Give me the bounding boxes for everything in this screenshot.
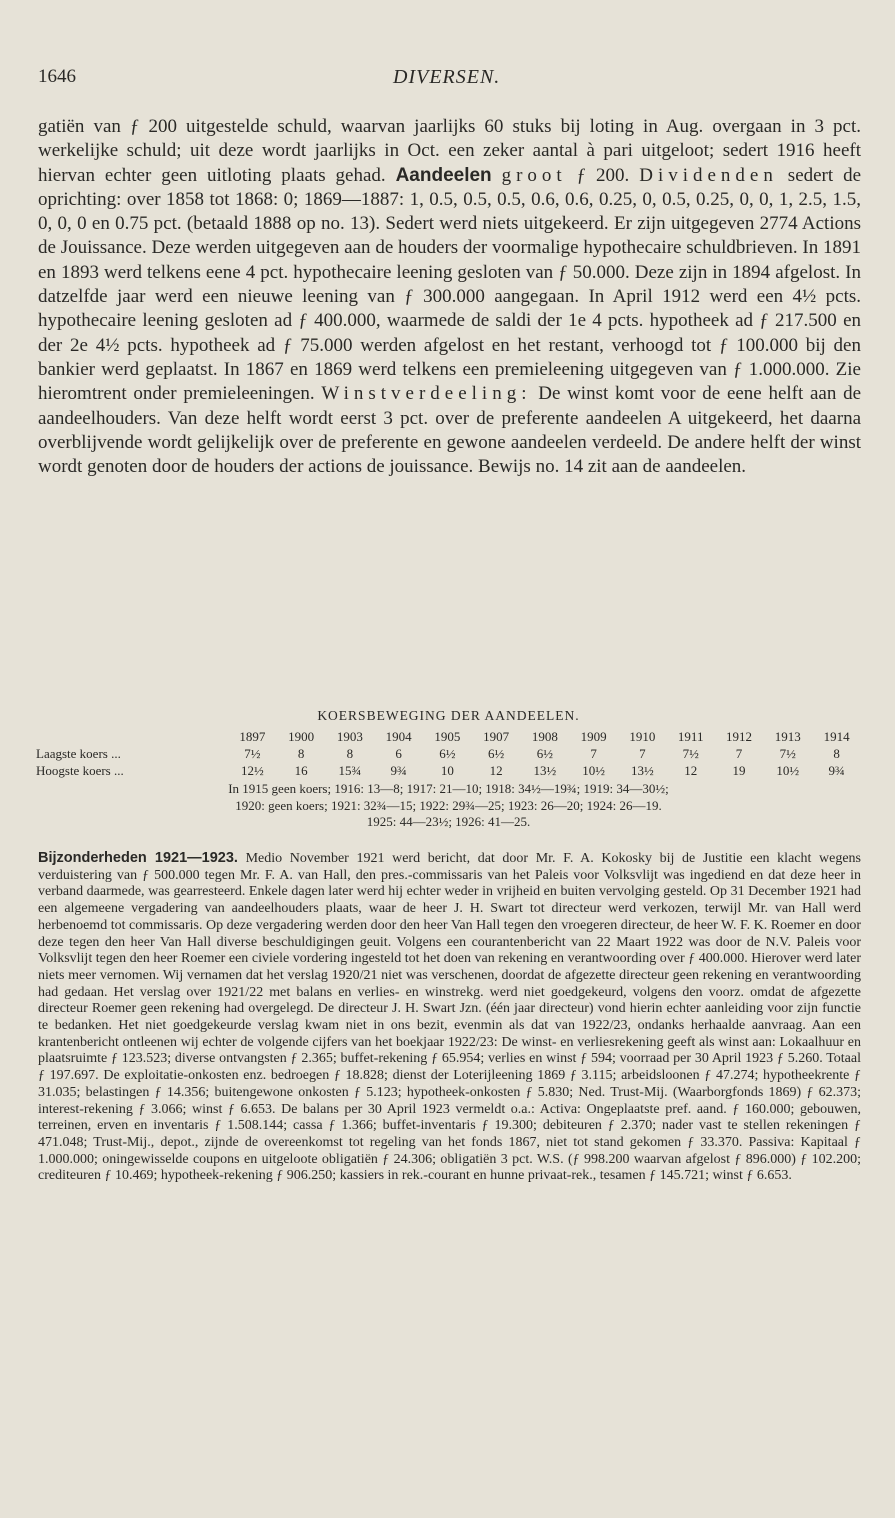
running-head <box>38 66 859 96</box>
running-title: DIVERSEN. <box>393 66 501 88</box>
koers-note-line: 1920: geen koers; 1921: 32¾—15; 1922: 29¾—25; 1923: 26—20; 1924: 26—19. <box>235 797 662 813</box>
koers-notes <box>36 781 861 831</box>
koers-cell: 7½ <box>779 745 796 761</box>
year-cell: 1905 <box>434 728 461 744</box>
koers-note-line: 1925: 44—23½; 1926: 41—25. <box>366 814 531 829</box>
koers-cell: 12 <box>489 762 503 778</box>
koers-cell: 8 <box>297 745 305 761</box>
koers-cell: 9¾ <box>828 762 845 778</box>
bijzonderheden-text: Medio November 1921 werd bericht, dat door Mr. F. A. Kokosky bij de Justitie een klacht wegens verduistering van ƒ 500.000 tegen Mr. F. A. van Hall, den pres.-commissaris van het Paleis voor Volksvlijt was ingediend en dat deze heer in verband daarmede, was gearresteerd. Enkele dagen later werd hij echter weder in vrijheid en buiten vervolging gesteld. Op 31 December 1921 had een algemeene vergadering van aandeelhouders plaats, waar de heer J. H. Swart tot directeur werd verkozen, terwijl Mr. van Hall werd herbenoemd tot commissaris. Op deze vergadering werden door den heer Van Hall tegen den vroegeren directeur, de heer W. F. K. Roemer en door deze tegen den heer Van Hall diverse beschuldigingen geuit. Volgens een courantenbericht van 22 Maart 1922 was door de N.V. Paleis voor Volksvlijt tegen den heer Roemer een civiele vordering ingesteld tot het doen van rekening en verantwoording over ƒ 400.000. Hierover werd later niets meer vernomen. Wij vernamen dat het verslag 1920/21 niet was verschenen, doordat de afgezette directeur geen rekening en verantwoording had gedaan. Het verslag over 1921/22 met balans en verlies- en winstrekg. werd niet goedgekeurd, volgens den voorz. omdat de afgezette directeur Roemer geen rekening had overgelegd. De directeur J. H. Swart Jzn. (één jaar directeur) vond hierin echter aanleiding voor zijn functie te bedanken. Het niet goedgekeurde verslag kwam niet in ons bezit, evenmin als dat van 1922/23, ondanks herhaalde aanvraag. Aan een krantenbericht ontleenen wij echter de volgende cijfers van het boekjaar 1922/23: De winst- en verliesrekening geeft als winst aan: Lokaalhuur en plaatsruimte ƒ 123.523; diverse ontvangsten ƒ 2.365; buffet-rekening ƒ 65.954; verlies en winst ƒ 594; voorraad per 30 April 1923 ƒ 5.260. Totaal ƒ 197.697. De exploitatie-onkosten enz. bedroegen ƒ 18.828; dienst der Loterijleening 1869 ƒ 3.115; arbeidsloonen ƒ 47.274; hypotheekrente ƒ 31.035; belastingen ƒ 14.356; buitengewone onkosten ƒ 5.123; hypotheek-onkosten ƒ 5.830; Ned. Trust-Mij. (Waarborgfonds 1869) ƒ 62.373; interest-rekening ƒ 3.066; winst ƒ 6.653. De balans per 30 April 1923 vermeldt o.a.: Activa: Ongeplaatste pref. aand. ƒ 160.000; gebouwen, terreinen, erven en inventaris ƒ 1.508.144; cassa ƒ 1.366; buffet-inventaris ƒ 19.300; debiteuren ƒ 2.370; nader vast te stellen rekeningen ƒ 471.048; Trust-Mij., depot., zijnde de overeenkomst tot regeling van het fonds 1867, niet tot stand gekomen ƒ 33.370. Passiva: Kapitaal ƒ 1.000.000; oningewisselde coupons en uitgeloote obligatiën ƒ 24.306; obligatiën 3 pct. W.S. (ƒ 998.200 waarvan afgelost ƒ 896.000) ƒ 102.200; crediteuren ƒ 10.469; hypotheek-rekening ƒ 906.250; kassiers in rek.-courant en hunne privaat-rek., tesamen ƒ 145.721; winst ƒ 6.653. <box>38 851 861 1184</box>
year-cell: 1913 <box>774 728 801 744</box>
koers-cell: 7½ <box>244 745 261 761</box>
koers-table-block <box>36 708 861 831</box>
winstverdeeling-label: Winstverdeeling: <box>321 383 532 405</box>
koers-cell: 10½ <box>582 762 605 778</box>
koers-cell: 12 <box>684 762 698 778</box>
page-number: 1646 <box>38 66 76 87</box>
year-cell: 1907 <box>483 728 510 744</box>
koers-table <box>36 728 861 779</box>
koers-cell: 6 <box>395 745 402 761</box>
koers-cell: 13½ <box>631 762 654 778</box>
year-cell: 1912 <box>726 728 752 744</box>
koers-note-line: In 1915 geen koers; 1916: 13—8; 1917: 21—10; 1918: 34½—19¾; 1919: 34—30½; <box>228 781 669 796</box>
koers-cell: 10 <box>440 762 454 778</box>
koers-cell: 6½ <box>536 745 553 761</box>
intro-paragraph <box>38 115 861 479</box>
koers-cell: 6½ <box>488 745 505 761</box>
year-cell: 1908 <box>531 728 558 744</box>
year-cell: 1914 <box>823 728 850 744</box>
main-body <box>38 115 861 479</box>
koers-corner-cell <box>36 728 228 745</box>
row-label: Laagste koers ... <box>36 745 121 761</box>
year-cell: 1909 <box>580 728 607 744</box>
koers-cell: 16 <box>294 762 308 778</box>
year-cell: 1904 <box>385 728 412 744</box>
row-label: Hoogste koers ... <box>36 762 124 778</box>
aandeelen-label: Aandeelen <box>395 164 492 186</box>
koers-cell: 7 <box>735 745 743 761</box>
koers-cell: 7 <box>639 745 646 761</box>
koers-cell: 6½ <box>439 745 456 761</box>
koers-cell: 9¾ <box>390 762 407 778</box>
dividenden-label: Dividenden <box>639 164 778 186</box>
koers-table-title: KOERSBEWEGING DER AANDEELEN. <box>317 708 580 723</box>
bijzonderheden-section <box>38 850 861 1185</box>
koers-cell: 8 <box>833 745 840 761</box>
hoogste-koers-row <box>36 762 861 779</box>
koers-cell: 10½ <box>776 762 800 778</box>
year-cell: 1910 <box>629 728 656 744</box>
bijzonderheden-heading: Bijzonderheden 1921—1923. <box>38 850 238 866</box>
year-cell: 1900 <box>288 728 315 744</box>
bijzonderheden-paragraph <box>38 850 861 1185</box>
koers-cell: 19 <box>732 762 746 778</box>
intro-text: gatiën van ƒ 200 uitgestelde schuld, waarvan jaarlijks 60 stuks bij loting in Aug. overgaan in 3 pct. werkelijke schuld; uit deze wordt jaarlijks in Oct. een zeker aantal à pari uitgeloot; sedert 1916 heeft hiervan echter geen uitloting plaats gehad. <box>38 116 861 186</box>
koers-cell: 7 <box>590 745 597 761</box>
koers-cell: 12½ <box>241 762 264 778</box>
aandeelen-value: ƒ 200. <box>576 164 630 186</box>
year-cell: 1897 <box>239 728 266 744</box>
koers-cell: 8 <box>346 745 354 761</box>
dividenden-text: sedert de oprichting: over 1858 tot 1868: 0; 1869—1887: 1, 0.5, 0.5, 0.5, 0.6, 0.6, 0.25, 0, 0.5, 0.25, 0, 0, 1, 2.5, 1.5, 0, 0, 0 en 0.75 pct. (betaald 1888 op no. 13). Sedert werd niets uitgekeerd. Er zijn uitgegeven 2774 Actions de Jouissance. Deze werden uitgegeven aan de houders der voormalige hypothecaire schuldbrieven. In 1891 en 1893 werd telkens eene 4 pct. hypothecaire leening gesloten van ƒ 50.000. Deze zijn in 1894 afgelost. In datzelfde jaar werd een nieuwe leening van ƒ 300.000 aangegaan. In April 1912 werd een 4½ pcts. hypothecaire leening gesloten ad ƒ 400.000, waarmede de saldi der 1e 4 pcts. hypotheek ad ƒ 217.500 en der 2e 4½ pcts. hypotheek ad ƒ 75.000 werden afgelost en het restant, verhoogd tot ƒ 100.000 bij den bankier werd geplaatst. In 1867 en 1869 werd telkens een premieleening uitgegeven van ƒ 1.000.000. Zie hieromtrent onder premieleeningen. <box>38 164 862 405</box>
aandeelen-groot: groot <box>501 164 567 186</box>
koers-year-row <box>36 728 861 745</box>
koers-cell: 7½ <box>682 745 699 761</box>
year-cell: 1903 <box>336 728 363 744</box>
koers-cell: 13½ <box>533 762 557 778</box>
year-cell: 1911 <box>677 728 704 744</box>
koers-cell: 15¾ <box>338 762 362 778</box>
winstverdeeling-text: De winst komt voor de eene helft aan de aandeelhouders. Van deze helft wordt eerst 3 pct. over de preferente aandeelen A uitgekeerd, het daarna overblijvende wordt gelijkelijk over de preferente en gewone aandeelen verdeeld. De andere helft der winst wordt genoten door de houders der actions de jouissance. Bewijs no. 14 zit aan de aandeelen. <box>38 383 861 478</box>
laagste-koers-row <box>36 745 861 762</box>
